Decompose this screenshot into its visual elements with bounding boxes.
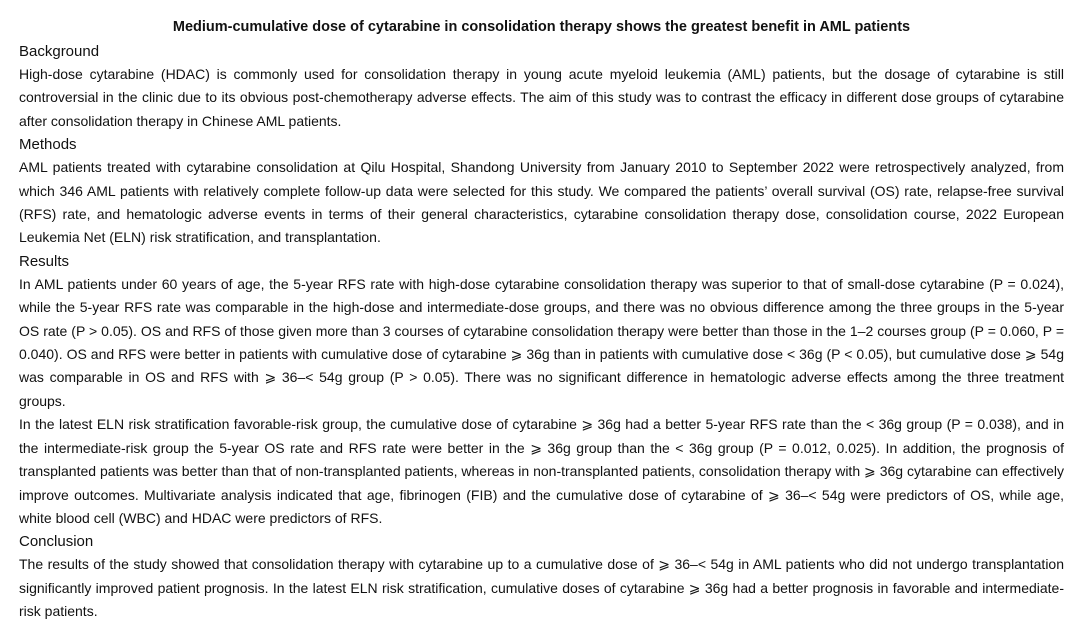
background-paragraph: High-dose cytarabine (HDAC) is commonly used for consolidation therapy in young acute myeloid leukemia (AML) patients, but the dosage of cytarabine is still controversial in the clinic due to its obvious post-chemotherapy adverse effects. The aim of this study was to contrast the efficacy in different dose groups of cytarabine after consolidation therapy in Chinese AML patients. <box>19 66 1064 129</box>
methods-heading: Methods <box>19 136 77 154</box>
results-paragraph-1: In AML patients under 60 years of age, the 5-year RFS rate with high-dose cytarabine consolidation therapy was superior to that of small-dose cytarabine (P = 0.024), while the 5-year RFS rate was comparable in the high-dose and intermediate-dose groups, and there was no obvious difference among the three groups in the 5-year OS rate (P > 0.05). OS and RFS of those given more than 3 courses of cytarabine consolidation therapy were better than those in the 1–2 courses group (P = 0.060, P = 0.040). OS and RFS were better in patients with cumulative dose of cytarabine ⩾ 36g than in patients with cumulative dose < 36g (P < 0.05), but cumulative dose ⩾ 54g was comparable in OS and RFS with ⩾ 36–< 54g group (P > 0.05). There was no significant difference in hematologic adverse effects among the three treatment groups. <box>19 275 1064 409</box>
results-heading: Results <box>19 252 70 270</box>
methods-paragraph: AML patients treated with cytarabine consolidation at Qilu Hospital, Shandong University from January 2010 to September 2022 were retrospectively analyzed, from which 346 AML patients with relatively complete follow-up data were selected for this study. We compared the patients’ overall survival (OS) rate, relapse-free survival (RFS) rate, and hematologic adverse events in terms of their general characteristics, cytarabine consolidation therapy dose, consolidation course, 2022 European Leukemia Net (ELN) risk stratification, and transplantation. <box>19 159 1064 246</box>
conclusion-heading: Conclusion <box>19 533 94 551</box>
results-paragraph-2: In the latest ELN risk stratification favorable-risk group, the cumulative dose of cytarabine ⩾ 36g had a better 5-year RFS rate than the < 36g group (P = 0.038), and in the intermediate-risk group the 5-year OS rate and RFS rate were better in the ⩾ 36g group than the < 36g group (P = 0.012, 0.025). In addition, the prognosis of transplanted patients was better than that of non-transplanted patients, whereas in non-transplanted patients, consolidation therapy with ⩾ 36g cytarabine can effectively improve outcomes. Multivariate analysis indicated that age, fibrinogen (FIB) and the cumulative dose of cytarabine of ⩾ 36–< 54g were predictors of OS, while age, white blood cell (WBC) and HDAC were predictors of RFS. <box>19 416 1064 526</box>
conclusion-paragraph: The results of the study showed that consolidation therapy with cytarabine up to a cumulative dose of ⩾ 36–< 54g in AML patients who did not undergo transplantation significantly improved patient prognosis. In the latest ELN risk stratification, cumulative doses of cytarabine ⩾ 36g had a better prognosis in favorable and intermediate-risk patients. <box>19 556 1064 620</box>
abstract-title: Medium-cumulative dose of cytarabine in consolidation therapy shows the greatest benefit in AML patients <box>172 19 911 35</box>
background-heading: Background <box>19 43 100 60</box>
